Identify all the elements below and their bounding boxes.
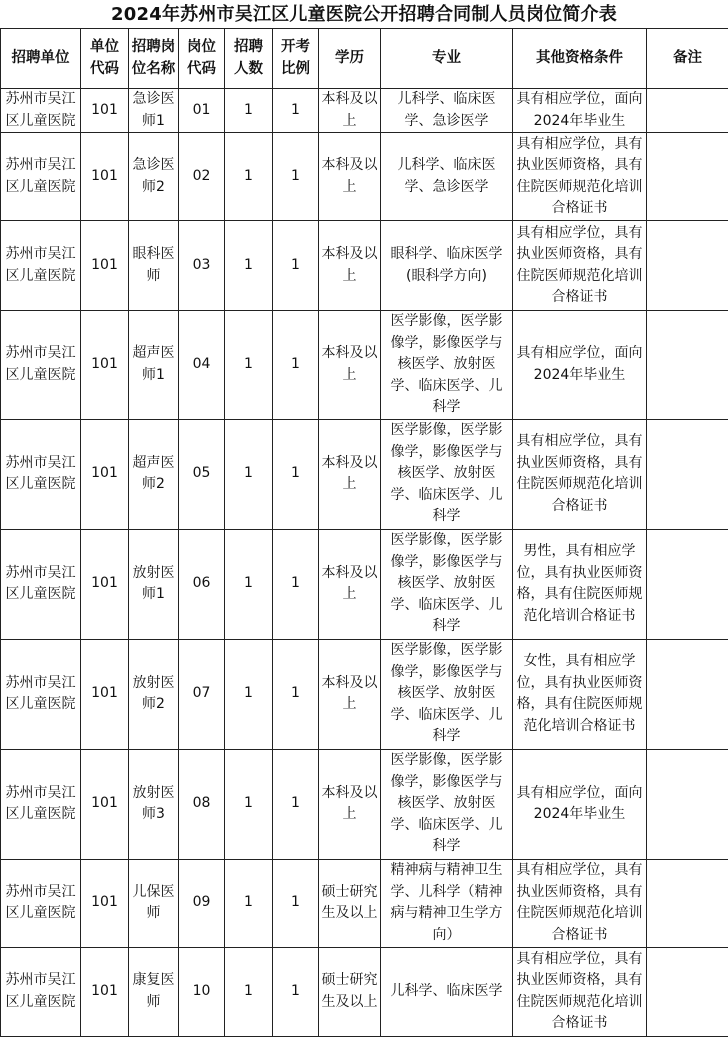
education-cell: 本科及以上 xyxy=(319,311,381,420)
post-name-cell: 超声医师1 xyxy=(129,311,179,420)
count-cell: 1 xyxy=(225,221,273,311)
education-cell: 本科及以上 xyxy=(319,529,381,639)
education-cell: 本科及以上 xyxy=(319,419,381,529)
unit-code-cell: 101 xyxy=(81,133,129,221)
unit-cell: 苏州市吴江区儿童医院 xyxy=(1,89,81,133)
header-post-code: 岗位代码 xyxy=(179,29,225,89)
post-code-cell: 06 xyxy=(179,529,225,639)
header-major: 专业 xyxy=(381,29,513,89)
table-row xyxy=(1,529,728,639)
unit-code-cell: 101 xyxy=(81,89,129,133)
post-name-cell: 康复医师 xyxy=(129,947,179,1036)
header-education: 学历 xyxy=(319,29,381,89)
post-name-cell: 儿保医师 xyxy=(129,859,179,947)
post-code-cell: 02 xyxy=(179,133,225,221)
note-cell xyxy=(647,529,728,639)
count-cell: 1 xyxy=(225,639,273,749)
ratio-cell: 1 xyxy=(273,529,319,639)
post-code-cell: 01 xyxy=(179,89,225,133)
unit-code-cell: 101 xyxy=(81,221,129,311)
table-row xyxy=(1,749,728,859)
post-code-cell: 08 xyxy=(179,749,225,859)
header-unit: 招聘单位 xyxy=(1,29,81,89)
major-cell: 医学影像，医学影像学，影像医学与核医学、放射医学、临床医学、儿科学 xyxy=(381,529,513,639)
count-cell: 1 xyxy=(225,529,273,639)
ratio-cell: 1 xyxy=(273,89,319,133)
table-row xyxy=(1,947,728,1036)
count-cell: 1 xyxy=(225,947,273,1036)
post-code-cell: 07 xyxy=(179,639,225,749)
unit-cell: 苏州市吴江区儿童医院 xyxy=(1,133,81,221)
unit-cell: 苏州市吴江区儿童医院 xyxy=(1,419,81,529)
other-requirements-cell: 具有相应学位，具有执业医师资格，具有住院医师规范化培训合格证书 xyxy=(513,859,647,947)
education-cell: 本科及以上 xyxy=(319,639,381,749)
note-cell xyxy=(647,419,728,529)
header-post-name: 招聘岗位名称 xyxy=(129,29,179,89)
other-requirements-cell: 具有相应学位，具有执业医师资格，具有住院医师规范化培训合格证书 xyxy=(513,947,647,1036)
note-cell xyxy=(647,859,728,947)
post-name-cell: 放射医师3 xyxy=(129,749,179,859)
education-cell: 本科及以上 xyxy=(319,133,381,221)
post-code-cell: 03 xyxy=(179,221,225,311)
education-cell: 本科及以上 xyxy=(319,749,381,859)
note-cell xyxy=(647,947,728,1036)
count-cell: 1 xyxy=(225,749,273,859)
post-code-cell: 10 xyxy=(179,947,225,1036)
table-row xyxy=(1,419,728,529)
major-cell: 医学影像，医学影像学，影像医学与核医学、放射医学、临床医学、儿科学 xyxy=(381,639,513,749)
post-name-cell: 放射医师2 xyxy=(129,639,179,749)
major-cell: 眼科学、临床医学(眼科学方向) xyxy=(381,221,513,311)
note-cell xyxy=(647,311,728,420)
ratio-cell: 1 xyxy=(273,749,319,859)
table-row xyxy=(1,311,728,420)
ratio-cell: 1 xyxy=(273,947,319,1036)
other-requirements-cell: 具有相应学位，面向2024年毕业生 xyxy=(513,89,647,133)
header-unit-code: 单位代码 xyxy=(81,29,129,89)
major-cell: 精神病与精神卫生学、儿科学（精神病与精神卫生学方向） xyxy=(381,859,513,947)
count-cell: 1 xyxy=(225,133,273,221)
table-row xyxy=(1,639,728,749)
unit-cell: 苏州市吴江区儿童医院 xyxy=(1,639,81,749)
unit-cell: 苏州市吴江区儿童医院 xyxy=(1,221,81,311)
unit-code-cell: 101 xyxy=(81,529,129,639)
major-cell: 儿科学、临床医学 xyxy=(381,947,513,1036)
other-requirements-cell: 女性，具有相应学位，具有执业医师资格，具有住院医师规范化培训合格证书 xyxy=(513,639,647,749)
table-row xyxy=(1,89,728,133)
post-name-cell: 眼科医师 xyxy=(129,221,179,311)
other-requirements-cell: 具有相应学位，面向2024年毕业生 xyxy=(513,749,647,859)
unit-cell: 苏州市吴江区儿童医院 xyxy=(1,749,81,859)
note-cell xyxy=(647,639,728,749)
unit-code-cell: 101 xyxy=(81,311,129,420)
education-cell: 硕士研究生及以上 xyxy=(319,947,381,1036)
count-cell: 1 xyxy=(225,419,273,529)
header-ratio: 开考比例 xyxy=(273,29,319,89)
unit-code-cell: 101 xyxy=(81,419,129,529)
positions-table xyxy=(0,28,728,1037)
note-cell xyxy=(647,133,728,221)
post-code-cell: 09 xyxy=(179,859,225,947)
unit-code-cell: 101 xyxy=(81,947,129,1036)
unit-cell: 苏州市吴江区儿童医院 xyxy=(1,947,81,1036)
unit-code-cell: 101 xyxy=(81,749,129,859)
post-name-cell: 放射医师1 xyxy=(129,529,179,639)
other-requirements-cell: 具有相应学位，具有执业医师资格，具有住院医师规范化培训合格证书 xyxy=(513,221,647,311)
major-cell: 医学影像，医学影像学，影像医学与核医学、放射医学、临床医学、儿科学 xyxy=(381,749,513,859)
unit-cell: 苏州市吴江区儿童医院 xyxy=(1,311,81,420)
unit-cell: 苏州市吴江区儿童医院 xyxy=(1,529,81,639)
post-code-cell: 04 xyxy=(179,311,225,420)
note-cell xyxy=(647,749,728,859)
education-cell: 本科及以上 xyxy=(319,221,381,311)
table-row xyxy=(1,221,728,311)
table-header-row xyxy=(1,29,728,89)
other-requirements-cell: 具有相应学位，具有执业医师资格，具有住院医师规范化培训合格证书 xyxy=(513,419,647,529)
unit-cell: 苏州市吴江区儿童医院 xyxy=(1,859,81,947)
ratio-cell: 1 xyxy=(273,639,319,749)
post-name-cell: 超声医师2 xyxy=(129,419,179,529)
ratio-cell: 1 xyxy=(273,133,319,221)
page-title: 2024年苏州市吴江区儿童医院公开招聘合同制人员岗位简介表 xyxy=(0,0,728,28)
table-row xyxy=(1,133,728,221)
note-cell xyxy=(647,221,728,311)
major-cell: 医学影像，医学影像学，影像医学与核医学、放射医学、临床医学、儿科学 xyxy=(381,419,513,529)
education-cell: 本科及以上 xyxy=(319,89,381,133)
ratio-cell: 1 xyxy=(273,859,319,947)
count-cell: 1 xyxy=(225,859,273,947)
note-cell xyxy=(647,89,728,133)
post-name-cell: 急诊医师2 xyxy=(129,133,179,221)
count-cell: 1 xyxy=(225,89,273,133)
unit-code-cell: 101 xyxy=(81,859,129,947)
header-count: 招聘人数 xyxy=(225,29,273,89)
header-note: 备注 xyxy=(647,29,728,89)
post-name-cell: 急诊医师1 xyxy=(129,89,179,133)
education-cell: 硕士研究生及以上 xyxy=(319,859,381,947)
major-cell: 医学影像，医学影像学，影像医学与核医学、放射医学、临床医学、儿科学 xyxy=(381,311,513,420)
post-code-cell: 05 xyxy=(179,419,225,529)
other-requirements-cell: 男性，具有相应学位，具有执业医师资格，具有住院医师规范化培训合格证书 xyxy=(513,529,647,639)
other-requirements-cell: 具有相应学位，具有执业医师资格，具有住院医师规范化培训合格证书 xyxy=(513,133,647,221)
other-requirements-cell: 具有相应学位，面向2024年毕业生 xyxy=(513,311,647,420)
major-cell: 儿科学、临床医学、急诊医学 xyxy=(381,89,513,133)
ratio-cell: 1 xyxy=(273,311,319,420)
ratio-cell: 1 xyxy=(273,419,319,529)
major-cell: 儿科学、临床医学、急诊医学 xyxy=(381,133,513,221)
ratio-cell: 1 xyxy=(273,221,319,311)
header-other-requirements: 其他资格条件 xyxy=(513,29,647,89)
count-cell: 1 xyxy=(225,311,273,420)
table-row xyxy=(1,859,728,947)
unit-code-cell: 101 xyxy=(81,639,129,749)
